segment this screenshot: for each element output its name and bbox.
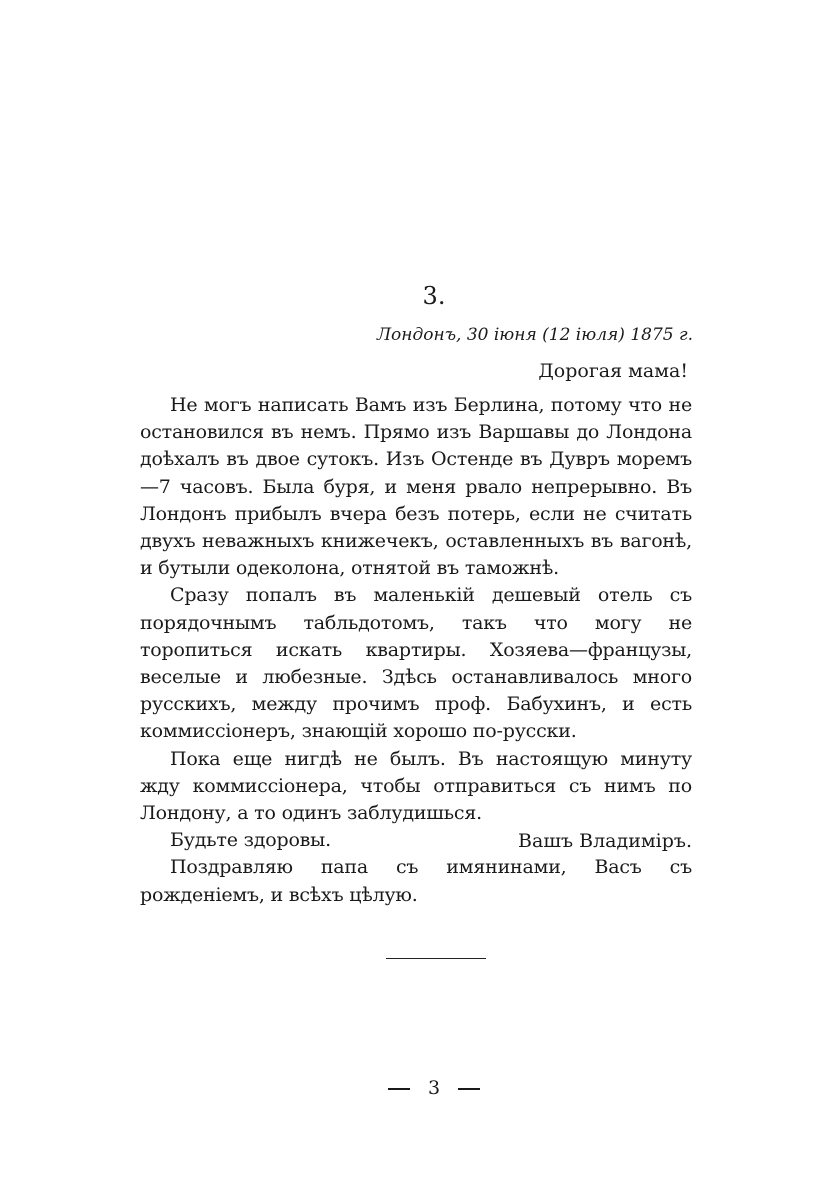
body-paragraph-5: Поздравляю папа съ имянинами, Васъ съ рожденіемъ, и всѣхъ цѣлую. [140, 856, 692, 906]
letter-salutation: Дорогая мама! [538, 360, 688, 382]
section-divider-rule [386, 958, 486, 959]
body-paragraph-3: Пока еще нигдѣ не былъ. Въ настоящую минуту жду коммиссіонера, чтобы отправиться съ нимъ по Лондону, а то одинъ заблудишься. [140, 747, 692, 825]
letter-number: 3. [422, 282, 446, 310]
body-paragraph-1: Не могъ написать Вамъ изъ Берлина, потому что не остановился въ немъ. Прямо изъ Варшавы до Лондона доѣхалъ въ двое сутокъ. Изъ Остенде въ Дувръ моремъ—7 часовъ. Была буря, и меня рвало непрерывно. Въ Лондонъ прибылъ вчера безъ потерь, если не считать двухъ неважныхъ книжечекъ, оставленныхъ въ вагонѣ, и бутыли одеколона, отнятой въ таможнѣ. [140, 394, 692, 580]
letter-signature: Вашъ Владиміръ. [518, 830, 692, 852]
letter-dateline: Лондонъ, 30 іюня (12 іюля) 1875 г. [376, 325, 693, 345]
folio-dash-right [458, 1088, 480, 1090]
page-number: 3 [427, 1077, 441, 1099]
body-paragraph-4: Будьте здоровы. [170, 829, 331, 852]
folio-dash-left [388, 1088, 410, 1090]
body-paragraph-2: Сразу попалъ въ маленькій дешевый отель съ порядочнымъ табльдотомъ, такъ что могу не торопиться искать квартиры. Хозяева—французы, веселые и любезные. Здѣсь останавливалось много русскихъ, между прочимъ проф. Бабухинъ, и есть коммиссіонеръ, знающій хорошо по-русски. [140, 584, 692, 743]
page-folio [0, 1077, 840, 1099]
